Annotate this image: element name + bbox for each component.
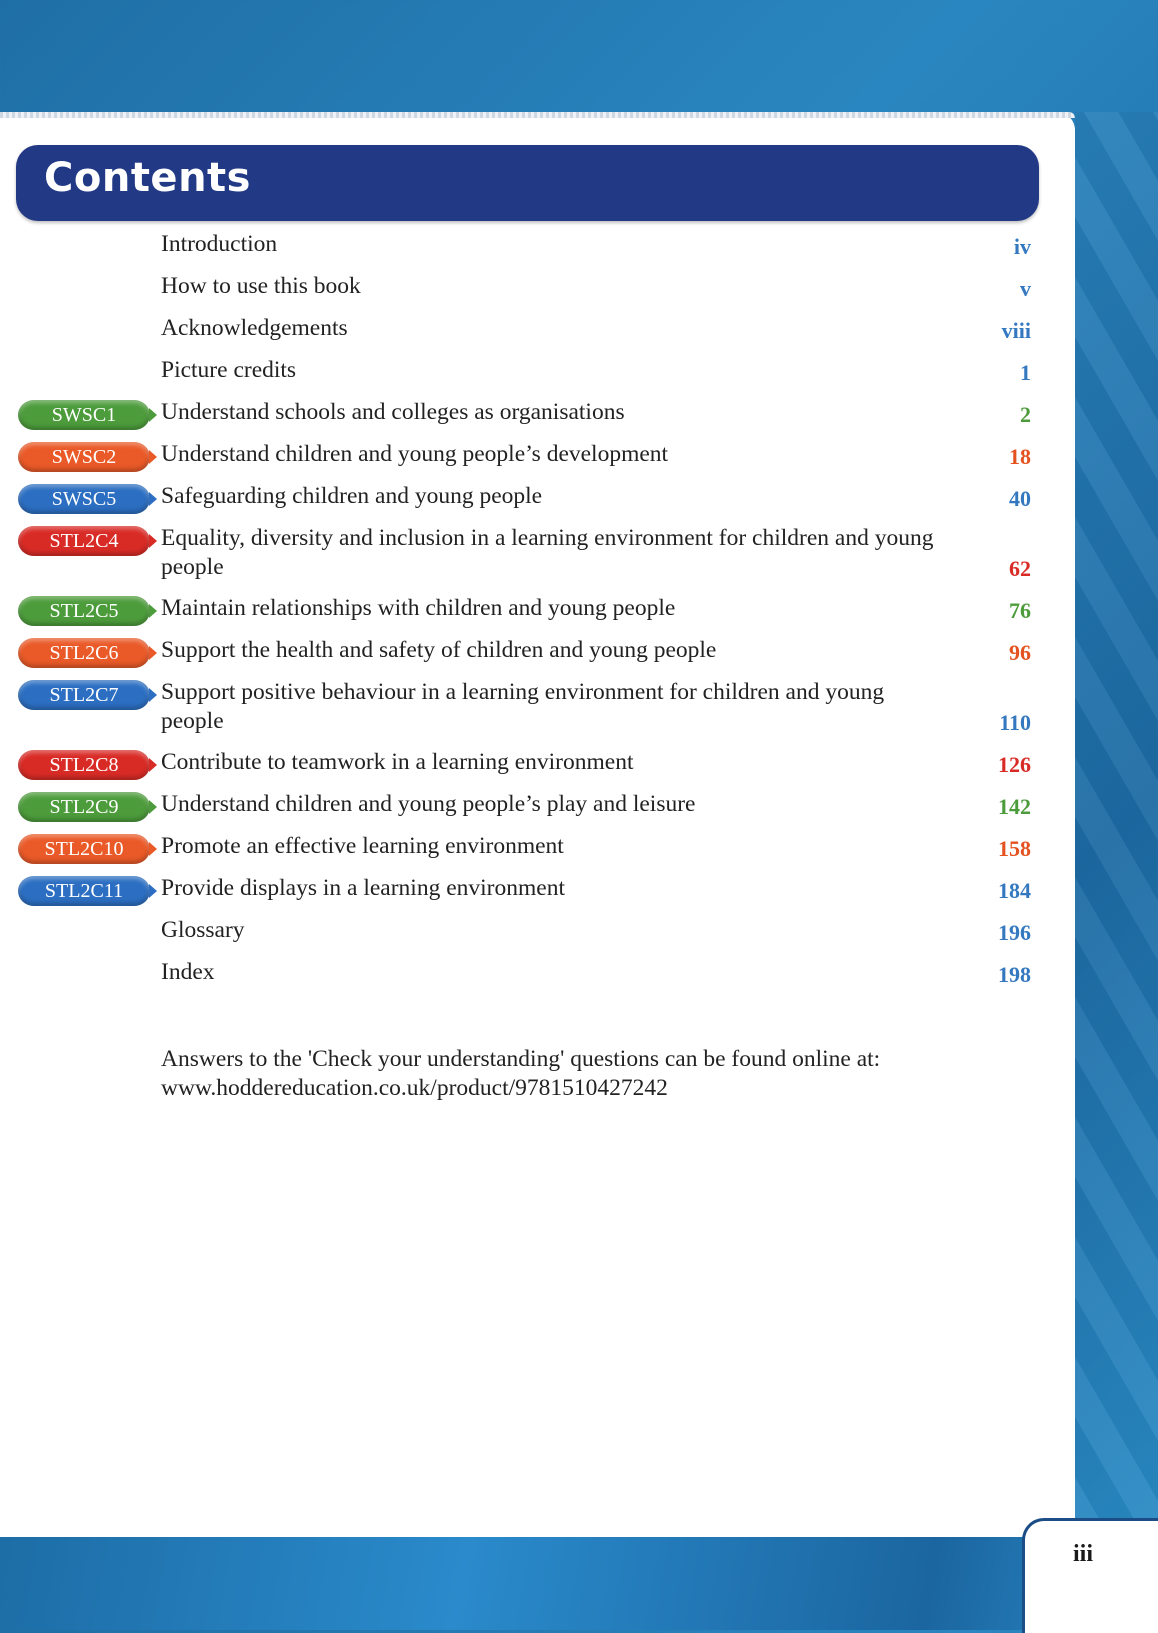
toc-entry-title: How to use this book [161, 273, 361, 299]
toc-entry-title: Contribute to teamwork in a learning environment [161, 749, 634, 775]
toc-entry[interactable] [0, 960, 1075, 989]
toc-entry-title: Support positive behaviour in a learning environment for children and young people [161, 679, 885, 734]
toc-entry[interactable] [0, 596, 1075, 625]
toc-entry-title: Acknowledgements [161, 315, 348, 341]
toc-entry[interactable] [0, 834, 1075, 863]
toc-entry-page-number: viii [1001, 318, 1031, 343]
toc-entry-title: Picture credits [161, 357, 297, 383]
toc-entry[interactable] [0, 358, 1075, 387]
contents-page [0, 112, 1075, 1537]
toc-entry-page-number: iv [1013, 234, 1031, 259]
answers-note-url[interactable]: www.hoddereducation.co.uk/product/9781510427242 [161, 1075, 668, 1101]
toc-entry-title: Maintain relationships with children and young people [161, 595, 676, 621]
unit-code-badge: STL2C4 [18, 526, 150, 556]
toc-entry[interactable] [0, 876, 1075, 905]
toc-entry-page-number: 126 [998, 752, 1031, 777]
toc-entry-page-number: 40 [1009, 486, 1031, 511]
toc-entry[interactable] [0, 638, 1075, 667]
toc-entry[interactable] [0, 400, 1075, 429]
toc-entry[interactable] [0, 526, 1075, 584]
answers-note-text: Answers to the 'Check your understanding' questions can be found online at: [161, 1046, 881, 1072]
toc-entry[interactable] [0, 750, 1075, 779]
toc-entry-page-number: 96 [1009, 640, 1031, 665]
toc-entry-title: Understand schools and colleges as organisations [161, 399, 625, 425]
toc-entry-page-number: 1 [1020, 360, 1031, 385]
unit-code-badge: SWSC1 [18, 400, 150, 430]
unit-code-badge: STL2C10 [18, 834, 150, 864]
toc-entry-title: Glossary [161, 917, 245, 943]
toc-entry-page-number: 18 [1009, 444, 1031, 469]
unit-code-badge: STL2C9 [18, 792, 150, 822]
folio-tab [1022, 1518, 1158, 1633]
toc-entry-page-number: 158 [998, 836, 1031, 861]
toc-entry[interactable] [0, 316, 1075, 345]
toc-entry[interactable] [0, 918, 1075, 947]
unit-code-badge: STL2C5 [18, 596, 150, 626]
toc-entry-page-number: 76 [1009, 598, 1031, 623]
toc-entry[interactable] [0, 442, 1075, 471]
toc-entry-title: Safeguarding children and young people [161, 483, 543, 509]
toc-entry-page-number: 198 [998, 962, 1031, 987]
toc-entry-page-number: 62 [1009, 556, 1031, 581]
toc-entry-page-number: 2 [1020, 402, 1031, 427]
toc-entry-page-number: 184 [998, 878, 1031, 903]
toc-entry-page-number: v [1020, 276, 1031, 301]
toc-entry-title: Introduction [161, 231, 278, 257]
page-edge-decoration [1075, 112, 1158, 1537]
toc-entry[interactable] [0, 274, 1075, 303]
toc-entry[interactable] [0, 484, 1075, 513]
table-of-contents [0, 112, 1075, 1112]
unit-code-badge: STL2C11 [18, 876, 150, 906]
toc-entry[interactable] [0, 680, 1075, 738]
toc-entry-title: Support the health and safety of children and young people [161, 637, 717, 663]
toc-entry-title: Equality, diversity and inclusion in a learning environment for children and young people [161, 525, 934, 580]
toc-entry-title: Understand children and young people’s play and leisure [161, 791, 696, 817]
unit-code-badge: STL2C8 [18, 750, 150, 780]
toc-entry-title: Provide displays in a learning environment [161, 875, 565, 901]
toc-entry-title: Understand children and young people’s development [161, 441, 669, 467]
unit-code-badge: STL2C7 [18, 680, 150, 710]
page-number: iii [1073, 1541, 1094, 1567]
bottom-decorative-bar [0, 1537, 1158, 1630]
toc-entry-title: Promote an effective learning environment [161, 833, 564, 859]
toc-entry-title: Index [161, 959, 215, 985]
page-title: Contents [44, 155, 251, 201]
toc-entry[interactable] [0, 792, 1075, 821]
toc-entry-page-number: 196 [998, 920, 1031, 945]
toc-entry[interactable] [0, 232, 1075, 261]
unit-code-badge: SWSC2 [18, 442, 150, 472]
unit-code-badge: SWSC5 [18, 484, 150, 514]
toc-entry-page-number: 142 [998, 794, 1031, 819]
toc-entry-page-number: 110 [999, 710, 1031, 735]
unit-code-badge: STL2C6 [18, 638, 150, 668]
answers-note [161, 1045, 1001, 1103]
